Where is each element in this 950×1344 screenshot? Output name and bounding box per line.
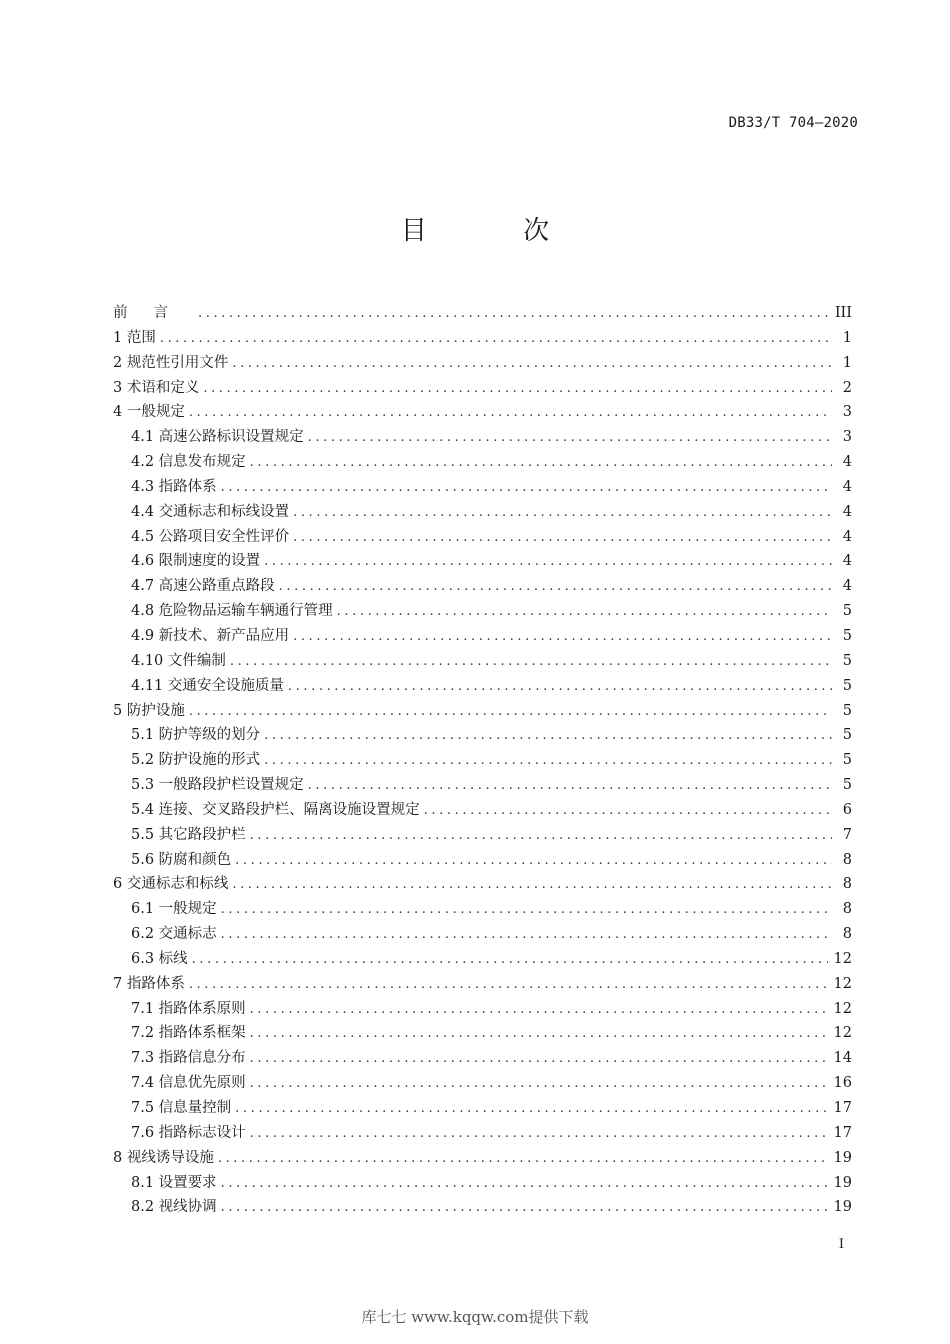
toc-entry-label: 5.3 一般路段护栏设置规定	[131, 777, 304, 794]
toc-entry[interactable]	[113, 351, 852, 376]
toc-entry[interactable]	[113, 1171, 852, 1196]
toc-entry-label: 5.1 防护等级的划分	[131, 727, 261, 744]
toc-leader-dots	[218, 1147, 828, 1171]
toc-entry[interactable]	[113, 599, 852, 624]
toc-entry-label: 3 术语和定义	[113, 379, 200, 396]
toc-entry-label: 1 范围	[113, 329, 156, 346]
download-watermark: 库七七 www.kqqw.com提供下载	[361, 1308, 589, 1326]
toc-entry-page: 4	[842, 503, 852, 520]
toc-entry-page: 6	[842, 801, 852, 818]
toc-entry-label: 7.6 指路标志设计	[131, 1124, 246, 1141]
toc-entry[interactable]	[113, 425, 852, 450]
toc-entry-label: 7.2 指路体系框架	[131, 1025, 246, 1042]
toc-leader-dots	[308, 426, 832, 450]
toc-entry-label: 8.1 设置要求	[131, 1174, 217, 1191]
toc-entry[interactable]	[113, 748, 852, 773]
toc-leader-dots	[250, 1047, 828, 1071]
toc-entry[interactable]	[113, 699, 852, 724]
toc-leader-dots	[264, 724, 832, 748]
toc-entry[interactable]	[113, 376, 852, 401]
toc-entry[interactable]	[113, 549, 852, 574]
toc-entry[interactable]	[113, 1146, 852, 1171]
toc-entry-page: 4	[842, 578, 852, 595]
toc-entry-page: 7	[842, 826, 852, 843]
toc-leader-dots	[203, 377, 832, 401]
toc-leader-dots	[250, 1122, 828, 1146]
toc-entry[interactable]	[113, 773, 852, 798]
toc-entry[interactable]	[113, 997, 852, 1022]
toc-entry-label: 4.3 指路体系	[131, 478, 217, 495]
toc-leader-dots	[198, 302, 829, 326]
toc-entry[interactable]	[113, 1046, 852, 1071]
toc-entry-page: 5	[842, 777, 852, 794]
toc-entry-label: 4 一般规定	[113, 404, 185, 421]
toc-entry-label: 4.2 信息发布规定	[131, 454, 246, 471]
toc-entry-label: 6.1 一般规定	[131, 901, 217, 918]
toc-entry-page: 4	[842, 454, 852, 471]
toc-entry-page: 12	[833, 975, 852, 992]
toc-entry-label: 4.11 交通安全设施质量	[131, 677, 284, 694]
toc-leader-dots	[221, 476, 832, 500]
toc-leader-dots	[189, 973, 828, 997]
toc-leader-dots	[424, 799, 832, 823]
toc-leader-dots	[293, 526, 832, 550]
toc-entry[interactable]	[113, 897, 852, 922]
toc-leader-dots	[264, 749, 832, 773]
toc-entry-label: 4.9 新技术、新产品应用	[131, 627, 290, 644]
toc-entry-page: 4	[842, 478, 852, 495]
toc-entry-label: 8 视线诱导设施	[113, 1149, 214, 1166]
toc-entry-label: 7.5 信息量控制	[131, 1100, 232, 1116]
toc-entry-label: 5 防护设施	[113, 702, 185, 719]
toc-leader-dots	[293, 501, 832, 525]
toc-leader-dots	[250, 1022, 828, 1046]
toc-entry-label: 7.3 指路信息分布	[131, 1050, 246, 1067]
toc-entry[interactable]	[113, 972, 852, 997]
toc-leader-dots	[235, 1097, 827, 1121]
toc-entry-label: 4.5 公路项目安全性评价	[131, 528, 290, 545]
toc-entry-page: 5	[842, 603, 852, 620]
toc-entry[interactable]	[113, 649, 852, 674]
toc-leader-dots	[337, 600, 832, 624]
toc-entry-page: 12	[833, 950, 852, 967]
toc-entry-label: 5.2 防护设施的形式	[131, 752, 261, 769]
page-number: I	[838, 1237, 844, 1252]
toc-entry-page: 8	[842, 926, 852, 943]
toc-entry[interactable]	[113, 674, 852, 699]
toc-leader-dots	[192, 948, 828, 972]
toc-entry-label: 6 交通标志和标线	[113, 876, 229, 893]
toc-entry[interactable]	[113, 301, 852, 326]
toc-leader-dots	[189, 700, 832, 724]
toc-leader-dots	[221, 923, 832, 947]
toc-leader-dots	[250, 824, 832, 848]
toc-entry-page: 12	[833, 1000, 852, 1017]
toc-entry-label: 5.6 防腐和颜色	[131, 851, 232, 868]
toc-leader-dots	[160, 327, 832, 351]
document-code: DB33/T 704—2020	[728, 115, 858, 131]
toc-entry[interactable]	[113, 1021, 852, 1046]
toc-entry-label: 6.2 交通标志	[131, 926, 217, 943]
toc-title: 目 次	[400, 216, 594, 246]
toc-entry-page: 5	[842, 627, 852, 644]
toc-entry-label: 7.1 指路体系原则	[131, 1000, 246, 1017]
toc-entry-page: 17	[833, 1124, 852, 1141]
toc-entry-page: 17	[833, 1100, 852, 1116]
toc-entry-label: 前言	[113, 305, 194, 321]
toc-entry-label: 4.4 交通标志和标线设置	[131, 503, 290, 520]
toc-entry[interactable]	[113, 1121, 852, 1146]
toc-entry-page: III	[834, 305, 852, 321]
toc-entry-page: 19	[833, 1174, 852, 1191]
toc-entry-page: 5	[842, 752, 852, 769]
toc-leader-dots	[250, 1072, 828, 1096]
toc-entry-page: 3	[842, 404, 852, 421]
toc-leader-dots	[264, 550, 832, 574]
toc-entry-label: 4.6 限制速度的设置	[131, 553, 261, 570]
toc-entry-page: 8	[842, 876, 852, 893]
toc-entry-page: 16	[833, 1075, 852, 1092]
toc-entry[interactable]	[113, 922, 852, 947]
toc-entry[interactable]	[113, 823, 852, 848]
table-of-contents	[113, 301, 852, 1220]
toc-entry[interactable]	[113, 798, 852, 823]
toc-entry-page: 2	[842, 379, 852, 396]
toc-entry-label: 4.7 高速公路重点路段	[131, 578, 275, 595]
toc-entry[interactable]	[113, 1071, 852, 1096]
toc-leader-dots	[308, 774, 832, 798]
toc-entry-page: 5	[842, 652, 852, 669]
toc-entry-page: 4	[842, 528, 852, 545]
toc-entry-label: 2 规范性引用文件	[113, 354, 229, 371]
toc-entry[interactable]	[113, 1195, 852, 1220]
toc-entry-page: 8	[842, 851, 852, 868]
toc-entry-page: 14	[833, 1050, 852, 1067]
toc-leader-dots	[221, 1196, 828, 1220]
toc-entry-label: 4.1 高速公路标识设置规定	[131, 429, 304, 446]
toc-entry[interactable]	[113, 400, 852, 425]
toc-entry-page: 5	[842, 677, 852, 694]
toc-entry-label: 6.3 标线	[131, 950, 188, 967]
toc-entry-page: 1	[842, 329, 852, 346]
toc-entry-page: 19	[833, 1149, 852, 1166]
toc-entry-label: 4.10 文件编制	[131, 652, 226, 669]
toc-entry-page: 19	[833, 1199, 852, 1216]
toc-leader-dots	[232, 352, 832, 376]
toc-leader-dots	[250, 998, 828, 1022]
toc-entry[interactable]	[113, 475, 852, 500]
toc-leader-dots	[221, 1172, 828, 1196]
toc-entry-page: 8	[842, 901, 852, 918]
toc-entry-page: 4	[842, 553, 852, 570]
toc-leader-dots	[288, 675, 832, 699]
toc-entry-page: 3	[842, 429, 852, 446]
toc-leader-dots	[221, 898, 832, 922]
toc-entry[interactable]	[113, 500, 852, 525]
toc-entry-label: 7.4 信息优先原则	[131, 1075, 246, 1092]
toc-leader-dots	[250, 451, 832, 475]
toc-entry[interactable]	[113, 525, 852, 550]
toc-entry-page: 5	[842, 727, 852, 744]
toc-leader-dots	[293, 625, 832, 649]
toc-entry-page: 12	[833, 1025, 852, 1042]
toc-entry-label: 7 指路体系	[113, 975, 185, 992]
toc-entry-page: 5	[842, 702, 852, 719]
toc-entry[interactable]	[113, 624, 852, 649]
toc-leader-dots	[235, 849, 832, 873]
toc-entry-label: 5.5 其它路段护栏	[131, 826, 246, 843]
toc-entry[interactable]	[113, 574, 852, 599]
toc-entry[interactable]	[113, 872, 852, 897]
toc-entry[interactable]	[113, 1096, 852, 1121]
toc-entry-label: 8.2 视线协调	[131, 1199, 217, 1216]
toc-entry[interactable]	[113, 326, 852, 351]
toc-leader-dots	[230, 650, 832, 674]
toc-leader-dots	[279, 575, 832, 599]
toc-entry-label: 5.4 连接、交叉路段护栏、隔离设施设置规定	[131, 801, 420, 818]
toc-entry[interactable]	[113, 450, 852, 475]
toc-entry[interactable]	[113, 947, 852, 972]
toc-entry[interactable]	[113, 723, 852, 748]
toc-leader-dots	[189, 401, 832, 425]
toc-leader-dots	[232, 873, 832, 897]
toc-entry-label: 4.8 危险物品运输车辆通行管理	[131, 603, 333, 620]
toc-entry-page: 1	[842, 354, 852, 371]
toc-entry[interactable]	[113, 848, 852, 873]
